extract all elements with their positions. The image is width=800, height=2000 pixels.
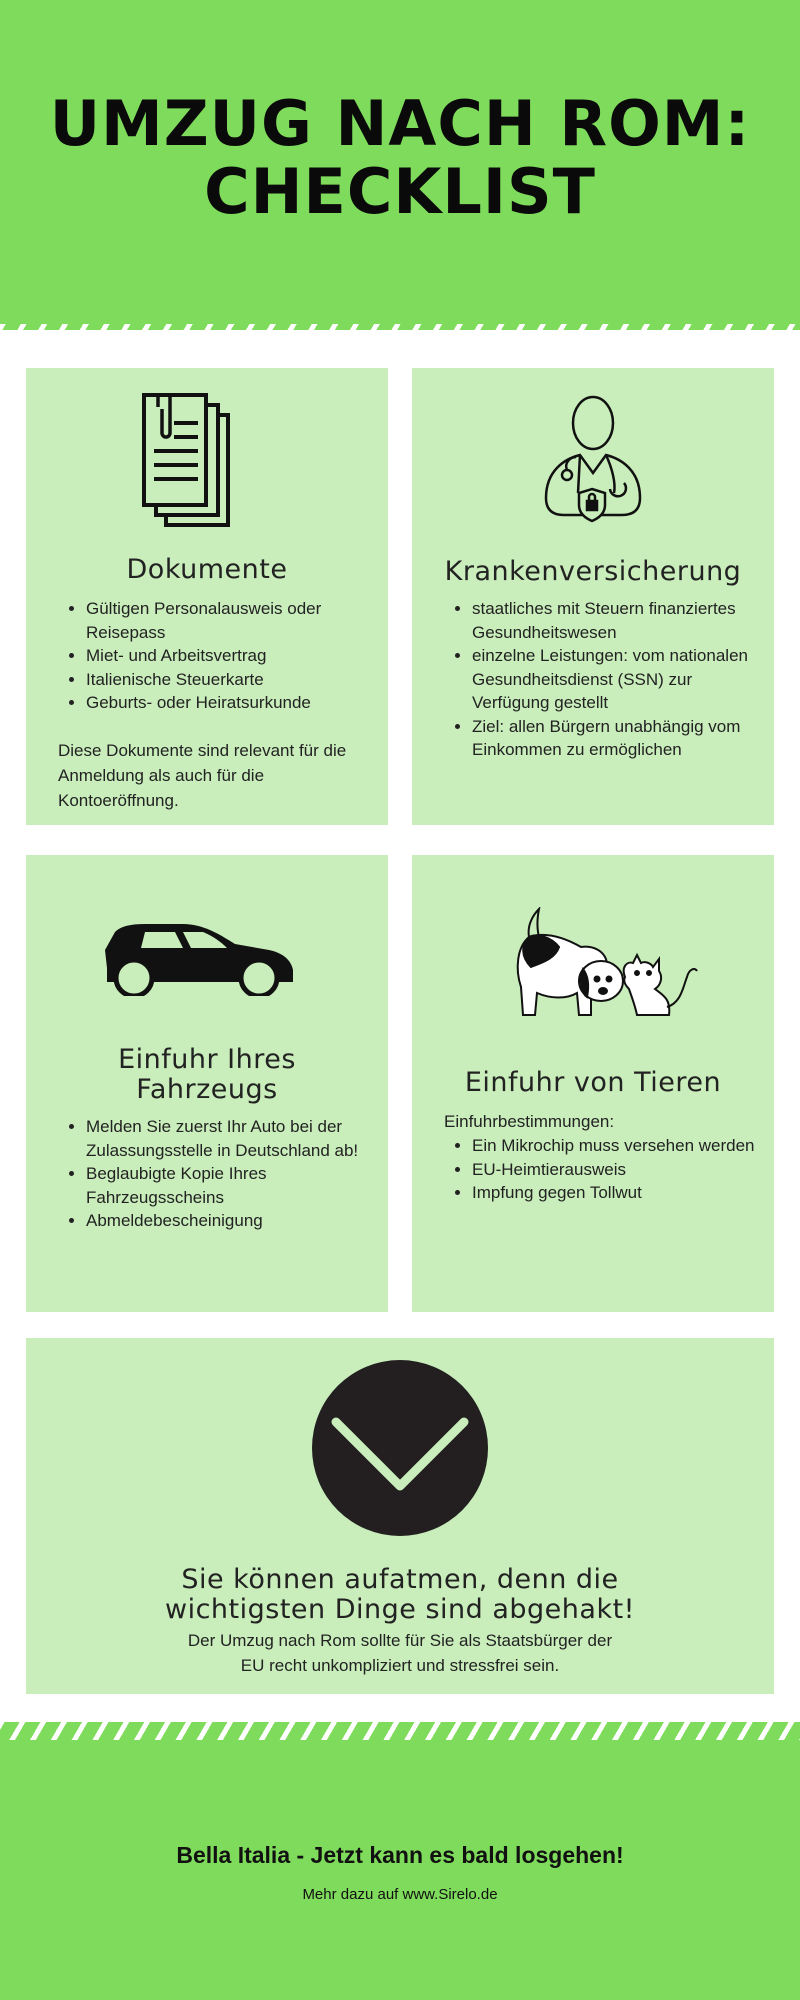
page-title <box>0 87 800 228</box>
list-item: • Ein Mikrochip muss versehen werden <box>472 1134 772 1158</box>
list-item: • staatliches mit Steuern finanziertes Gesundheitswesen <box>472 597 772 644</box>
title-line-1: UMZUG NACH ROM: <box>49 87 751 160</box>
list-item: • Italienische Steuerkarte <box>86 668 386 692</box>
list-item: • Impfung gegen Tollwut <box>472 1181 772 1205</box>
card-title: Krankenversicherung <box>444 556 742 587</box>
summary-text <box>26 1628 774 1678</box>
card-dokumente <box>26 368 388 825</box>
title-line-1: Sie können aufatmen, denn die <box>181 1564 619 1595</box>
pets-icon <box>511 907 701 1019</box>
title-line-1: Einfuhr Ihres <box>118 1044 296 1075</box>
footer-stripe-divider <box>0 1720 800 1740</box>
doctor-icon <box>542 393 644 528</box>
text-line-1: Der Umzug nach Rom sollte für Sie als Staatsbürger der <box>187 1631 613 1650</box>
kranken-list <box>444 597 772 762</box>
fahrzeug-list <box>58 1115 386 1233</box>
list-item: • Miet- und Arbeitsvertrag <box>86 644 386 668</box>
tiere-intro: Einfuhrbestimmungen: <box>444 1112 615 1131</box>
header-stripe-divider <box>0 324 800 344</box>
footer-title: Bella Italia - Jetzt kann es bald losgehen! <box>176 1842 624 1868</box>
card-title: Dokumente <box>126 554 288 585</box>
text-line-2: EU recht unkompliziert und stressfrei sein. <box>240 1656 560 1675</box>
footer-subtitle: Mehr dazu auf www.Sirelo.de <box>302 1886 498 1903</box>
list-item: • einzelne Leistungen: vom nationalen Gesundheitsdienst (SSN) zur Verfügung gestellt <box>472 644 772 715</box>
title-line-2: Fahrzeugs <box>136 1074 278 1105</box>
car-icon <box>101 920 296 996</box>
card-title: Einfuhr von Tieren <box>464 1067 722 1098</box>
card-summary <box>26 1338 774 1694</box>
title-line-2: wichtigsten Dinge sind abgehakt! <box>164 1594 635 1625</box>
title-line-2: CHECKLIST <box>204 155 596 228</box>
list-item: • Beglaubigte Kopie Ihres Fahrzeugsscheins <box>86 1162 386 1209</box>
list-item: • Melden Sie zuerst Ihr Auto bei der Zulassungsstelle in Deutschland ab! <box>86 1115 386 1162</box>
documents-icon <box>136 393 248 528</box>
list-item: • Gültigen Personalausweis oder Reisepass <box>86 597 386 644</box>
list-item: • Ziel: allen Bürgern unabhängig vom Einkommen zu ermöglichen <box>472 715 772 762</box>
card-title <box>26 1045 388 1105</box>
card-tiere <box>412 855 774 1312</box>
card-fahrzeug <box>26 855 388 1312</box>
tiere-list <box>444 1134 772 1205</box>
list-item: • Abmeldebescheinigung <box>86 1209 386 1233</box>
summary-title <box>26 1565 774 1625</box>
list-item: • Geburts- oder Heiratsurkunde <box>86 691 386 715</box>
checkmark-icon <box>310 1358 490 1538</box>
dokumente-list <box>58 597 386 715</box>
dokumente-note: Diese Dokumente sind relevant für die Anmeldung als auch für die Kontoeröffnung. <box>58 741 347 810</box>
card-krankenversicherung <box>412 368 774 825</box>
list-item: • EU-Heimtierausweis <box>472 1158 772 1182</box>
